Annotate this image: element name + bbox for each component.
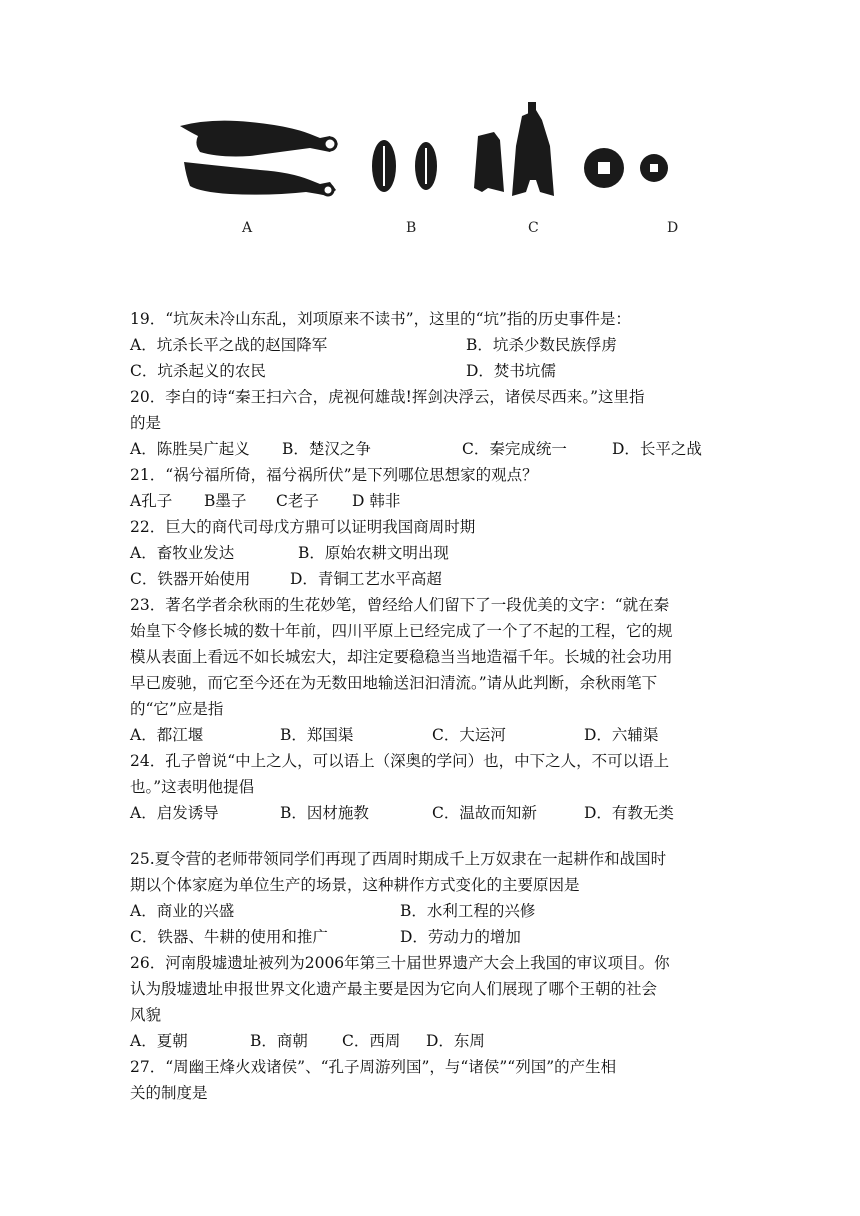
q26-option-c: C．西周 (342, 1032, 401, 1050)
q26-option-d: D．东周 (426, 1032, 485, 1050)
ancient-coins-image (170, 96, 680, 206)
q22-options-row1 (130, 540, 730, 566)
q25-option-a: A．商业的兴盛 (130, 902, 235, 920)
spade-coin-c (474, 102, 554, 196)
q24-stem-line1: 24．孔子曾说“中上之人，可以语上（深奥的学问）也，中下之人，不可以语上 (130, 752, 670, 770)
q23-option-a: A．都江堰 (130, 726, 204, 744)
q24-option-d: D．有教无类 (584, 804, 674, 822)
q20-stem-line2: 的是 (130, 414, 162, 432)
q26-stem-line1: 26．河南殷墟遗址被列为2006年第三十届世界遗产大会上我国的审议项目。你 (130, 954, 670, 972)
q25-option-c: C．铁器、牛耕的使用和推广 (130, 928, 328, 946)
q19-options-row1 (130, 332, 730, 358)
q26-option-a: A．夏朝 (130, 1032, 188, 1050)
q22-option-c: C．铁器开始使用 (130, 570, 251, 588)
q24-options (130, 800, 730, 826)
q24-option-a: A．启发诱导 (130, 804, 219, 822)
q20-options (130, 436, 730, 462)
q19-option-a: A．坑杀长平之战的赵国降军 (130, 336, 328, 354)
q25-stem-line2: 期以个体家庭为单位生产的场景，这种耕作方式变化的主要原因是 (130, 876, 580, 894)
q23-options (130, 722, 730, 748)
q26-option-b: B．商朝 (250, 1032, 308, 1050)
q19-option-c: C．坑杀起义的农民 (130, 362, 266, 380)
figure-label-a: A (242, 220, 253, 236)
q22-option-a: A．畜牧业发达 (130, 544, 235, 562)
q23-stem-line3: 模从表面上看远不如长城宏大，却注定要稳稳当当地造福千年。长城的社会功用 (130, 648, 673, 666)
q19-options-row2 (130, 358, 730, 384)
q27-stem-line1: 27．“周幽王烽火戏诸侯”、“孔子周游列国”，与“诸侯”“列国”的产生相 (130, 1058, 617, 1076)
q24-stem-line2: 也。”这表明他提倡 (130, 778, 255, 796)
q26-stem-line3: 风貌 (130, 1006, 162, 1024)
round-coin-d (584, 148, 668, 188)
q20-option-b: B．楚汉之争 (282, 440, 371, 458)
shell-coin-b (372, 140, 437, 192)
q19-option-b: B．坑杀少数民族俘虏 (466, 336, 617, 354)
q19-stem: 19．“坑灰未冷山东乱，刘项原来不读书”，这里的“坑”指的历史事件是： (130, 310, 631, 328)
q26-options (130, 1028, 730, 1054)
q24-option-b: B．因材施教 (280, 804, 369, 822)
q21-option-d: D 韩非 (352, 492, 401, 510)
q23-stem-line5: 的“它”应是指 (130, 700, 224, 718)
question-block-1 (130, 306, 730, 826)
q25-stem-line1: 25.夏令营的老师带领同学们再现了西周时期成千上万奴隶在一起耕作和战国时 (130, 850, 667, 868)
q19-option-d: D．焚书坑儒 (466, 362, 556, 380)
q20-option-c: C．秦完成统一 (462, 440, 567, 458)
q20-option-d: D．长平之战 (612, 440, 702, 458)
q21-stem: 21．“祸兮福所倚，福兮祸所伏”是下列哪位思想家的观点？ (130, 466, 538, 484)
q20-stem-line1: 20．李白的诗“秦王扫六合，虎视何雄哉!挥剑决浮云，诸侯尽西来。”这里指 (130, 388, 645, 406)
q23-stem-line2: 始皇下令修长城的数十年前，四川平原上已经完成了一个了不起的工程，它的规 (130, 622, 673, 640)
figure-label-c: C (528, 220, 539, 236)
q23-option-c: C．大运河 (432, 726, 506, 744)
q22-option-b: B．原始农耕文明出现 (298, 544, 449, 562)
q22-stem: 22．巨大的商代司母戊方鼎可以证明我国商周时期 (130, 518, 476, 536)
q22-options-row2 (130, 566, 730, 592)
q21-options (130, 488, 730, 514)
q20-option-a: A．陈胜吴广起义 (130, 440, 250, 458)
figure-label-b: B (406, 220, 417, 236)
q25-option-b: B．水利工程的兴修 (400, 902, 536, 920)
question-block-2 (130, 846, 730, 1106)
q23-option-b: B．郑国渠 (280, 726, 354, 744)
q21-option-a: A孔子 (130, 492, 173, 510)
q25-options-row2 (130, 924, 730, 950)
figure-label-d: D (667, 220, 679, 236)
q27-stem-line2: 关的制度是 (130, 1084, 208, 1102)
q26-stem-line2: 认为殷墟遗址申报世界文化遗产最主要是因为它向人们展现了哪个王朝的社会 (130, 980, 658, 998)
q23-stem-line1: 23．著名学者余秋雨的生花妙笔，曾经给人们留下了一段优美的文字：“就在秦 (130, 596, 670, 614)
q23-stem-line4: 早已废驰，而它至今还在为无数田地输送汩汩清流。”请从此判断，余秋雨笔下 (130, 674, 658, 692)
q23-option-d: D．六辅渠 (584, 726, 659, 744)
q21-option-c: C老子 (276, 492, 319, 510)
q24-option-c: C．温故而知新 (432, 804, 537, 822)
q22-option-d: D．青铜工艺水平高超 (290, 570, 442, 588)
q25-options-row1 (130, 898, 730, 924)
q21-option-b: B墨子 (204, 492, 247, 510)
knife-coin-a (180, 121, 338, 196)
q25-option-d: D．劳动力的增加 (400, 928, 521, 946)
